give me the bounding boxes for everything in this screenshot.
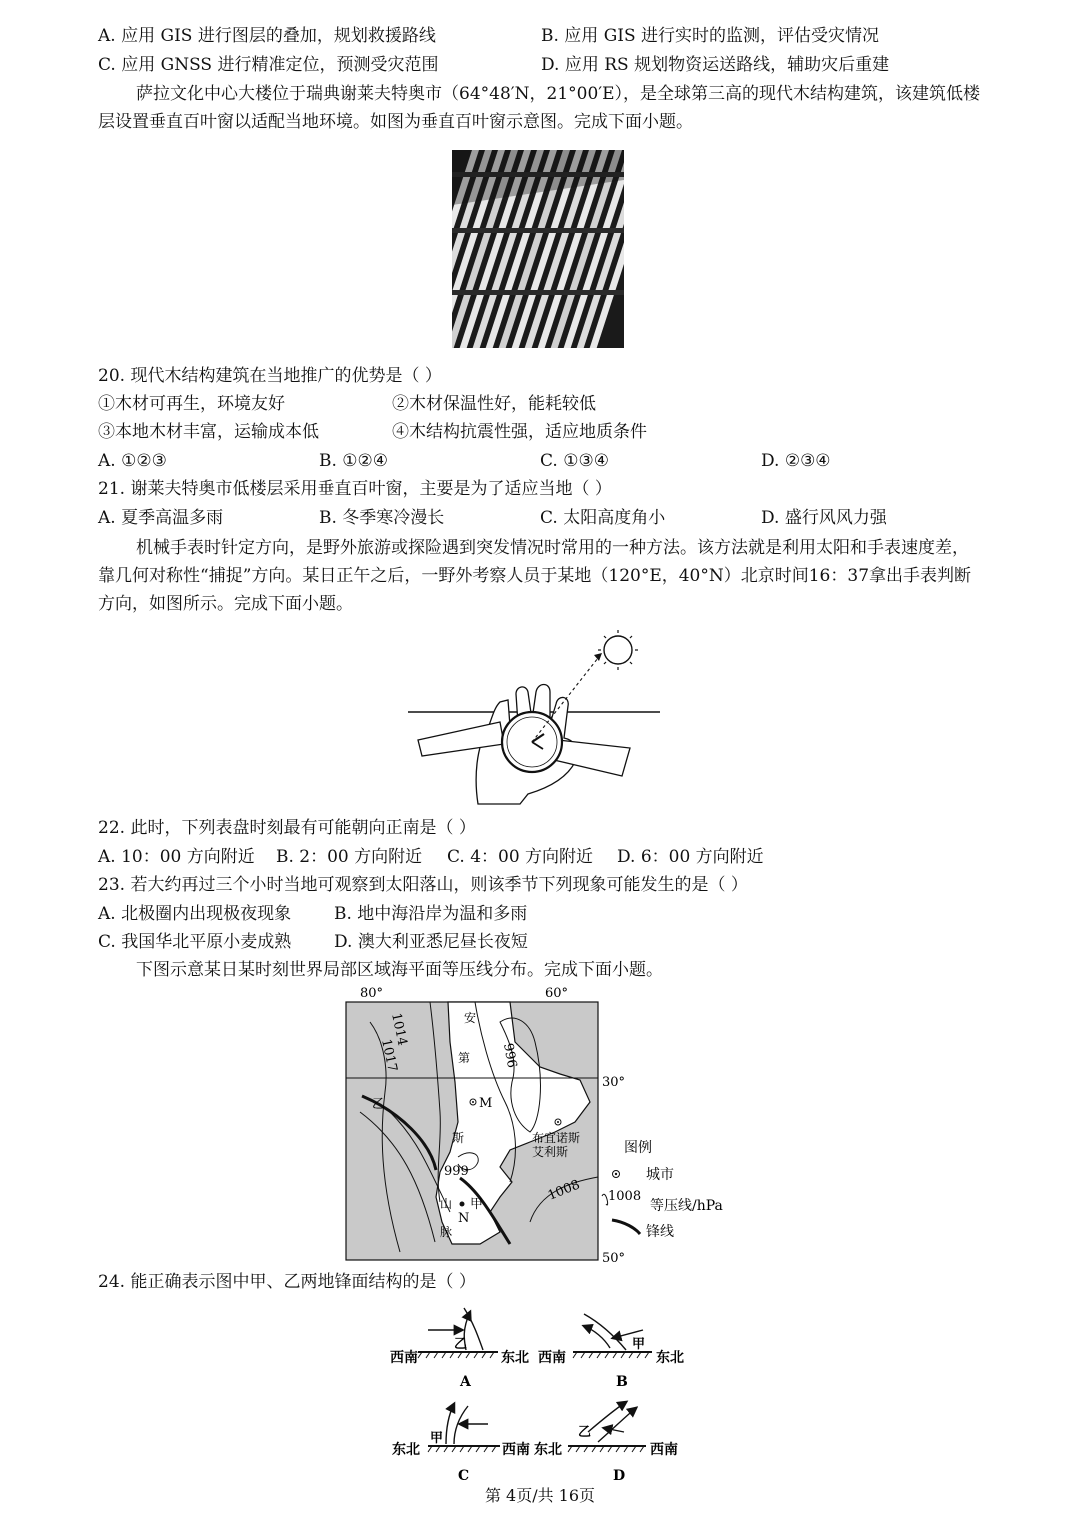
label-n: N bbox=[458, 1211, 470, 1226]
vertical-blinds-photo bbox=[452, 150, 624, 348]
option-c-letter: C bbox=[458, 1468, 470, 1484]
legend-isobar: 等压线/hPa bbox=[650, 1198, 723, 1214]
q20-statement-2: ②木材保温性好，能耗较低 bbox=[392, 394, 596, 414]
option-d-right: 西南 bbox=[650, 1442, 678, 1458]
q20-statement-4: ④木结构抗震性强，适应地质条件 bbox=[392, 422, 647, 442]
option-a-letter: A bbox=[460, 1374, 471, 1390]
legend-city: 城市 bbox=[646, 1167, 674, 1183]
front-structure-options bbox=[388, 1300, 698, 1490]
intro-paragraph-3: 下图示意某日某时刻世界局部区域海平面等压线分布。完成下面小题。 bbox=[136, 960, 663, 980]
andes-char-2: 第 bbox=[458, 1051, 471, 1065]
option-d-diagram bbox=[534, 1402, 678, 1484]
option-b-top: B. 应用 GIS 进行实时的监测，评估受灾情况 bbox=[541, 26, 880, 46]
buenos-aires-line-2: 艾利斯 bbox=[532, 1145, 569, 1159]
option-c-diagram bbox=[392, 1404, 530, 1484]
q23-option-d: D. 澳大利亚悉尼昼长夜短 bbox=[334, 932, 528, 952]
intro-paragraph-2: 机械手表时针定方向，是野外旅游或探险遇到突发情况时常用的一种方法。该方法就是利用太阳和手表速度差，靠几何对称性“捕捉”方向。某日正午之后，一野外考察人员于某地（120°E，40°N）北京时间16：37拿出手表判断方向，如图所示。完成下面小题。 bbox=[98, 538, 972, 614]
option-d-top: D. 应用 RS 规划物资运送路线，辅助灾后重建 bbox=[541, 55, 890, 75]
isobar-1017: 1017 bbox=[378, 1037, 400, 1074]
q20-statement-1: ①木材可再生，环境友好 bbox=[98, 394, 285, 414]
option-a-right: 东北 bbox=[501, 1350, 529, 1366]
point-n-marker bbox=[460, 1202, 465, 1207]
legend-front-line bbox=[612, 1220, 640, 1234]
q20-stem: 20. 现代木结构建筑在当地推广的优势是（ ） bbox=[98, 366, 442, 386]
option-c-left: 东北 bbox=[392, 1442, 420, 1458]
option-a-mark: 乙 bbox=[454, 1337, 468, 1352]
option-b-right: 东北 bbox=[656, 1350, 684, 1366]
q22-option-c: C. 4：00 方向附近 bbox=[447, 847, 594, 867]
page-footer: 第 4页/共 16页 bbox=[484, 1486, 596, 1505]
lat-label-top: 30° bbox=[602, 1075, 626, 1090]
option-a-top: A. 应用 GIS 进行图层的叠加，规划救援路线 bbox=[98, 26, 436, 46]
isobar-1008: 1008 bbox=[545, 1177, 583, 1204]
q22-option-b: B. 2：00 方向附近 bbox=[276, 847, 423, 867]
andes-char-3: 斯 bbox=[452, 1131, 465, 1145]
q21-option-b: B. 冬季寒冷漫长 bbox=[319, 508, 445, 528]
option-c-top: C. 应用 GNSS 进行精准定位，预测受灾范围 bbox=[98, 55, 439, 75]
q23-stem: 23. 若大约再过三个小时当地可观察到太阳落山，则该季节下列现象可能发生的是（ ） bbox=[98, 875, 748, 895]
option-d-mark: 乙 bbox=[578, 1425, 592, 1440]
buenos-aires-line-1: 布宜诺斯 bbox=[532, 1131, 581, 1145]
q21-stem: 21. 谢莱夫特奥市低楼层采用垂直百叶窗，主要是为了适应当地（ ） bbox=[98, 479, 612, 499]
label-jia: 甲 bbox=[470, 1197, 484, 1212]
legend-isobar-value: 1008 bbox=[608, 1189, 642, 1204]
q20-option-c: C. ①③④ bbox=[540, 451, 609, 471]
lon-label-left: 80° bbox=[360, 986, 384, 1001]
isobar-996: 996 bbox=[500, 1042, 520, 1070]
andes-char-1: 安 bbox=[464, 1011, 477, 1025]
q21-option-d: D. 盛行风风力强 bbox=[761, 508, 887, 528]
hand-watch-figure bbox=[408, 628, 660, 806]
q23-option-a: A. 北极圈内出现极夜现象 bbox=[98, 904, 292, 924]
q20-option-b: B. ①②④ bbox=[319, 451, 389, 471]
option-d-left: 东北 bbox=[534, 1442, 562, 1458]
lon-label-right: 60° bbox=[545, 986, 569, 1001]
label-yi: 乙 bbox=[372, 1097, 386, 1112]
option-c-mark: 甲 bbox=[430, 1431, 444, 1446]
q21-option-c: C. 太阳高度角小 bbox=[540, 508, 666, 528]
option-a-diagram bbox=[390, 1308, 529, 1390]
isobar-999: 999 bbox=[444, 1164, 469, 1179]
q20-option-d: D. ②③④ bbox=[761, 451, 831, 471]
isobar-map bbox=[340, 982, 740, 1266]
q20-statement-3: ③本地木材丰富，运输成本低 bbox=[98, 422, 319, 442]
q22-option-d: D. 6：00 方向附近 bbox=[617, 847, 764, 867]
q23-option-c: C. 我国华北平原小麦成熟 bbox=[98, 932, 292, 952]
isobar-1014: 1014 bbox=[388, 1011, 410, 1048]
option-b-mark: 甲 bbox=[632, 1337, 646, 1352]
q22-stem: 22. 此时，下列表盘时刻最有可能朝向正南是（ ） bbox=[98, 818, 476, 838]
q22-option-a: A. 10：00 方向附近 bbox=[98, 847, 255, 867]
option-b-left: 西南 bbox=[538, 1350, 566, 1366]
legend-title: 图例 bbox=[624, 1140, 652, 1156]
option-b-letter: B bbox=[616, 1374, 628, 1390]
option-d-letter: D bbox=[613, 1468, 626, 1484]
label-m: M bbox=[479, 1096, 493, 1111]
option-b-diagram bbox=[538, 1314, 684, 1390]
q20-option-a: A. ①②③ bbox=[98, 451, 167, 471]
q23-option-b: B. 地中海沿岸为温和多雨 bbox=[334, 904, 528, 924]
andes-char-4: 山 bbox=[440, 1197, 453, 1211]
option-c-right: 西南 bbox=[502, 1442, 530, 1458]
q21-option-a: A. 夏季高温多雨 bbox=[98, 508, 224, 528]
andes-char-5: 脉 bbox=[440, 1225, 453, 1239]
lat-label-bottom: 50° bbox=[602, 1251, 626, 1266]
q24-stem: 24. 能正确表示图中甲、乙两地锋面结构的是（ ） bbox=[98, 1272, 476, 1292]
legend-front: 锋线 bbox=[646, 1224, 674, 1240]
option-a-left: 西南 bbox=[390, 1350, 418, 1366]
intro-paragraph-1: 萨拉文化中心大楼位于瑞典谢莱夫特奥市（64°48′N，21°00′E），是全球第三高的现代木结构建筑，该建筑低楼层设置垂直百叶窗以适配当地环境。如图为垂直百叶窗示意图。完成下面小题。 bbox=[98, 84, 981, 132]
